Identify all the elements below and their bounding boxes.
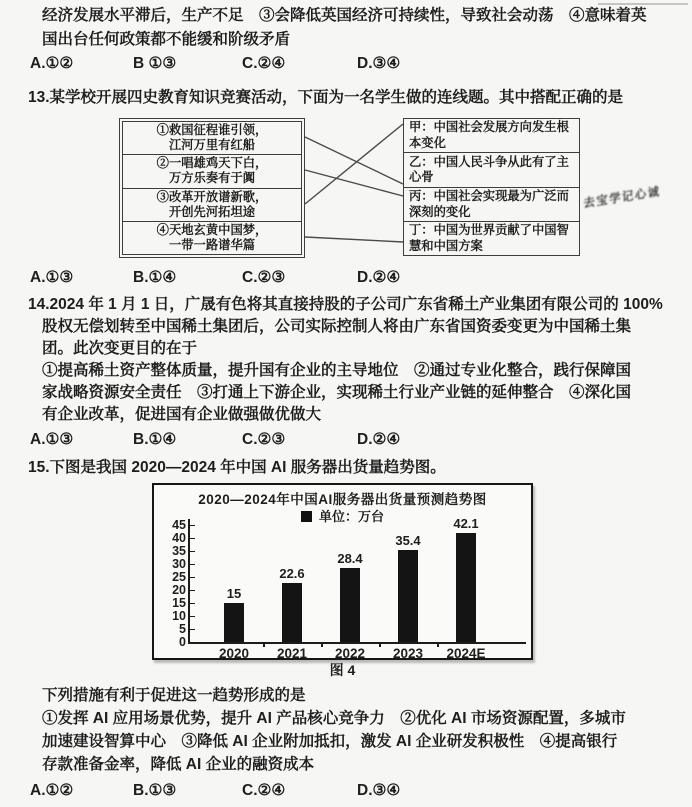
option-d: D.②④ (357, 269, 401, 286)
y-tick-label: 35 (172, 544, 186, 558)
q12-options-row (0, 52, 692, 76)
q14-line: 股权无偿划转至中国稀土集团后，公司实际控制人将由广东省国资委变更为中国稀土集 (42, 318, 632, 335)
right-items-table (403, 118, 580, 256)
q15-line: 存款准备金率，降低 AI 企业的融资成本 (42, 756, 315, 773)
matching-diagram (0, 115, 692, 261)
legend-label: 单位：万台 (318, 509, 384, 524)
y-tick-label: 0 (179, 635, 186, 649)
option-a: A.①② (30, 782, 74, 799)
bar-value-label: 15 (226, 586, 242, 601)
y-tick-mark (190, 642, 195, 644)
x-tick-label: 2020 (218, 646, 250, 661)
q14-line: 有企业改革，促进国有企业做强做优做大 (42, 406, 322, 423)
match-lines-svg (0, 115, 692, 261)
x-tick-label: 2024E (446, 646, 486, 661)
y-tick-label: 5 (179, 622, 186, 636)
y-tick-mark (190, 629, 195, 631)
bar-value-label: 28.4 (337, 551, 363, 567)
y-tick-mark (190, 564, 195, 566)
option-a: A.①② (30, 55, 74, 72)
option-b: B.①④ (133, 431, 177, 448)
option-b: B ①③ (133, 55, 177, 72)
left-item-line: ③改革开放谱新歌， (156, 189, 268, 204)
y-tick-mark (190, 577, 195, 579)
q15-line: 加速建设智算中心 ③降低 AI 企业附加抵扣，激发 AI 企业研发积极性 ④提高银行 (42, 733, 618, 750)
q15-tail-block (0, 684, 692, 776)
option-d: D.③④ (357, 55, 401, 72)
y-tick-label: 30 (172, 557, 186, 571)
q14-line: 团。此次变更目的在于 (42, 340, 198, 357)
right-item-jia: 甲：中国社会发展方向发生根本变化 (409, 120, 569, 151)
q14-options-row (0, 428, 692, 452)
left-items-table (119, 118, 305, 258)
x-axis (188, 642, 526, 644)
q15-options-row (0, 779, 692, 803)
legend-swatch-icon (301, 511, 312, 522)
bar-2022 (340, 568, 360, 642)
option-d: D.②④ (357, 431, 401, 448)
bar-value-label: 42.1 (453, 515, 479, 531)
option-b: B.①④ (133, 269, 177, 286)
y-tick-mark (190, 551, 195, 553)
left-item-line: 开创先河拓坦途 (168, 204, 256, 219)
q15-line: 下列措施有利于促进这一趋势形成的是 (42, 687, 306, 704)
left-item-line: 一带一路谱华篇 (168, 237, 256, 252)
q14-line: ①提高稀土资产整体质量，提升国有企业的主导地位 ②通过专业化整合，践行保障国 (42, 362, 632, 379)
chart-title: 2020—2024年中国AI服务器出货量预测趋势图 (198, 492, 487, 507)
option-c: C.②④ (242, 782, 286, 799)
bar-2024E (456, 533, 476, 642)
q14-line: 家战略资源安全责任 ③打通上下游企业，实现稀土行业产业链的延伸整合 ④深化国 (42, 384, 632, 401)
option-a: A.①③ (30, 431, 74, 448)
left-item-line: 万方乐奏有于阗 (168, 171, 256, 186)
option-c: C.②③ (242, 269, 286, 286)
x-tick-label: 2021 (276, 646, 308, 661)
chart-figure (0, 483, 692, 680)
q15-stem: 15.下图是我国 2020—2024 年中国 AI 服务器出货量趋势图。 (28, 459, 446, 476)
y-tick-mark (190, 525, 195, 527)
y-tick-mark (190, 590, 195, 592)
option-a: A.①③ (30, 269, 74, 286)
bar-chart (152, 483, 533, 660)
x-tick-label: 2022 (334, 646, 366, 661)
x-tick-label: 2023 (392, 646, 424, 661)
bar-value-label: 35.4 (395, 532, 421, 548)
y-tick-label: 25 (172, 570, 186, 584)
y-tick-label: 40 (172, 531, 186, 545)
match-line-④-丁 (305, 237, 403, 242)
q12-line: 国出台任何政策都不能缓和阶级矛盾 (42, 31, 291, 48)
bar-2021 (282, 583, 302, 642)
bar-2020 (224, 603, 244, 642)
q15-line: ①发挥 AI 应用场景优势，提升 AI 产品核心竞争力 ②优化 AI 市场资源配置，多城市 (42, 710, 626, 727)
scan-edge-artifact (598, 3, 688, 5)
bar-value-label: 22.6 (279, 566, 305, 582)
left-item-line: ④天地玄黄中国梦， (156, 222, 268, 237)
q12-line: 经济发展水平滞后，生产不足 ③会降低英国经济可持续性，导致社会动荡 ④意味着英 (42, 7, 647, 24)
y-tick-mark (190, 538, 195, 540)
left-item-line: ①救国征程谁引领， (156, 123, 268, 138)
y-tick-mark (190, 603, 195, 605)
match-line-①-乙 (305, 137, 403, 184)
left-item-line: ②一唱雄鸡天下白， (156, 156, 268, 171)
bar-2023 (398, 550, 418, 642)
option-c: C.②④ (242, 55, 286, 72)
q14-block (0, 294, 692, 426)
left-item-line: 江河万里有红船 (168, 138, 256, 153)
option-d: D.③④ (357, 782, 401, 799)
option-c: C.②③ (242, 431, 286, 448)
right-item-ding: 丁：中国为世界贡献了中国智慧和中国方案 (404, 221, 579, 255)
match-line-②-丙 (305, 170, 403, 196)
y-tick-label: 20 (172, 583, 186, 597)
match-line-③-甲 (305, 124, 403, 204)
q13-options-row (0, 266, 692, 290)
handwritten-annotation: 去宝学记心诚 (583, 185, 661, 211)
q14-line: 14.2024 年 1 月 1 日，广晟有色将其直接持股的子公司广东省稀土产业集团有限公司的 100% (28, 296, 663, 313)
right-item-bing: 丙：中国社会实现最为广泛而深刻的变化 (404, 187, 579, 221)
y-tick-label: 15 (172, 596, 186, 610)
y-tick-mark (190, 616, 195, 618)
q13-stem: 13.某学校开展四史教育知识竞赛活动，下面为一名学生做的连线题。其中搭配正确的是 (28, 89, 624, 106)
left-item-1 (122, 121, 302, 155)
left-item-3 (122, 188, 302, 222)
option-b: B.①③ (133, 782, 177, 799)
y-tick-label: 10 (172, 609, 186, 623)
right-item-yi: 乙：中国人民斗争从此有了主心骨 (404, 152, 579, 186)
left-item-4 (122, 221, 302, 255)
left-item-2 (122, 154, 302, 188)
y-tick-label: 45 (172, 518, 186, 532)
figure-caption: 图 4 (329, 662, 356, 678)
